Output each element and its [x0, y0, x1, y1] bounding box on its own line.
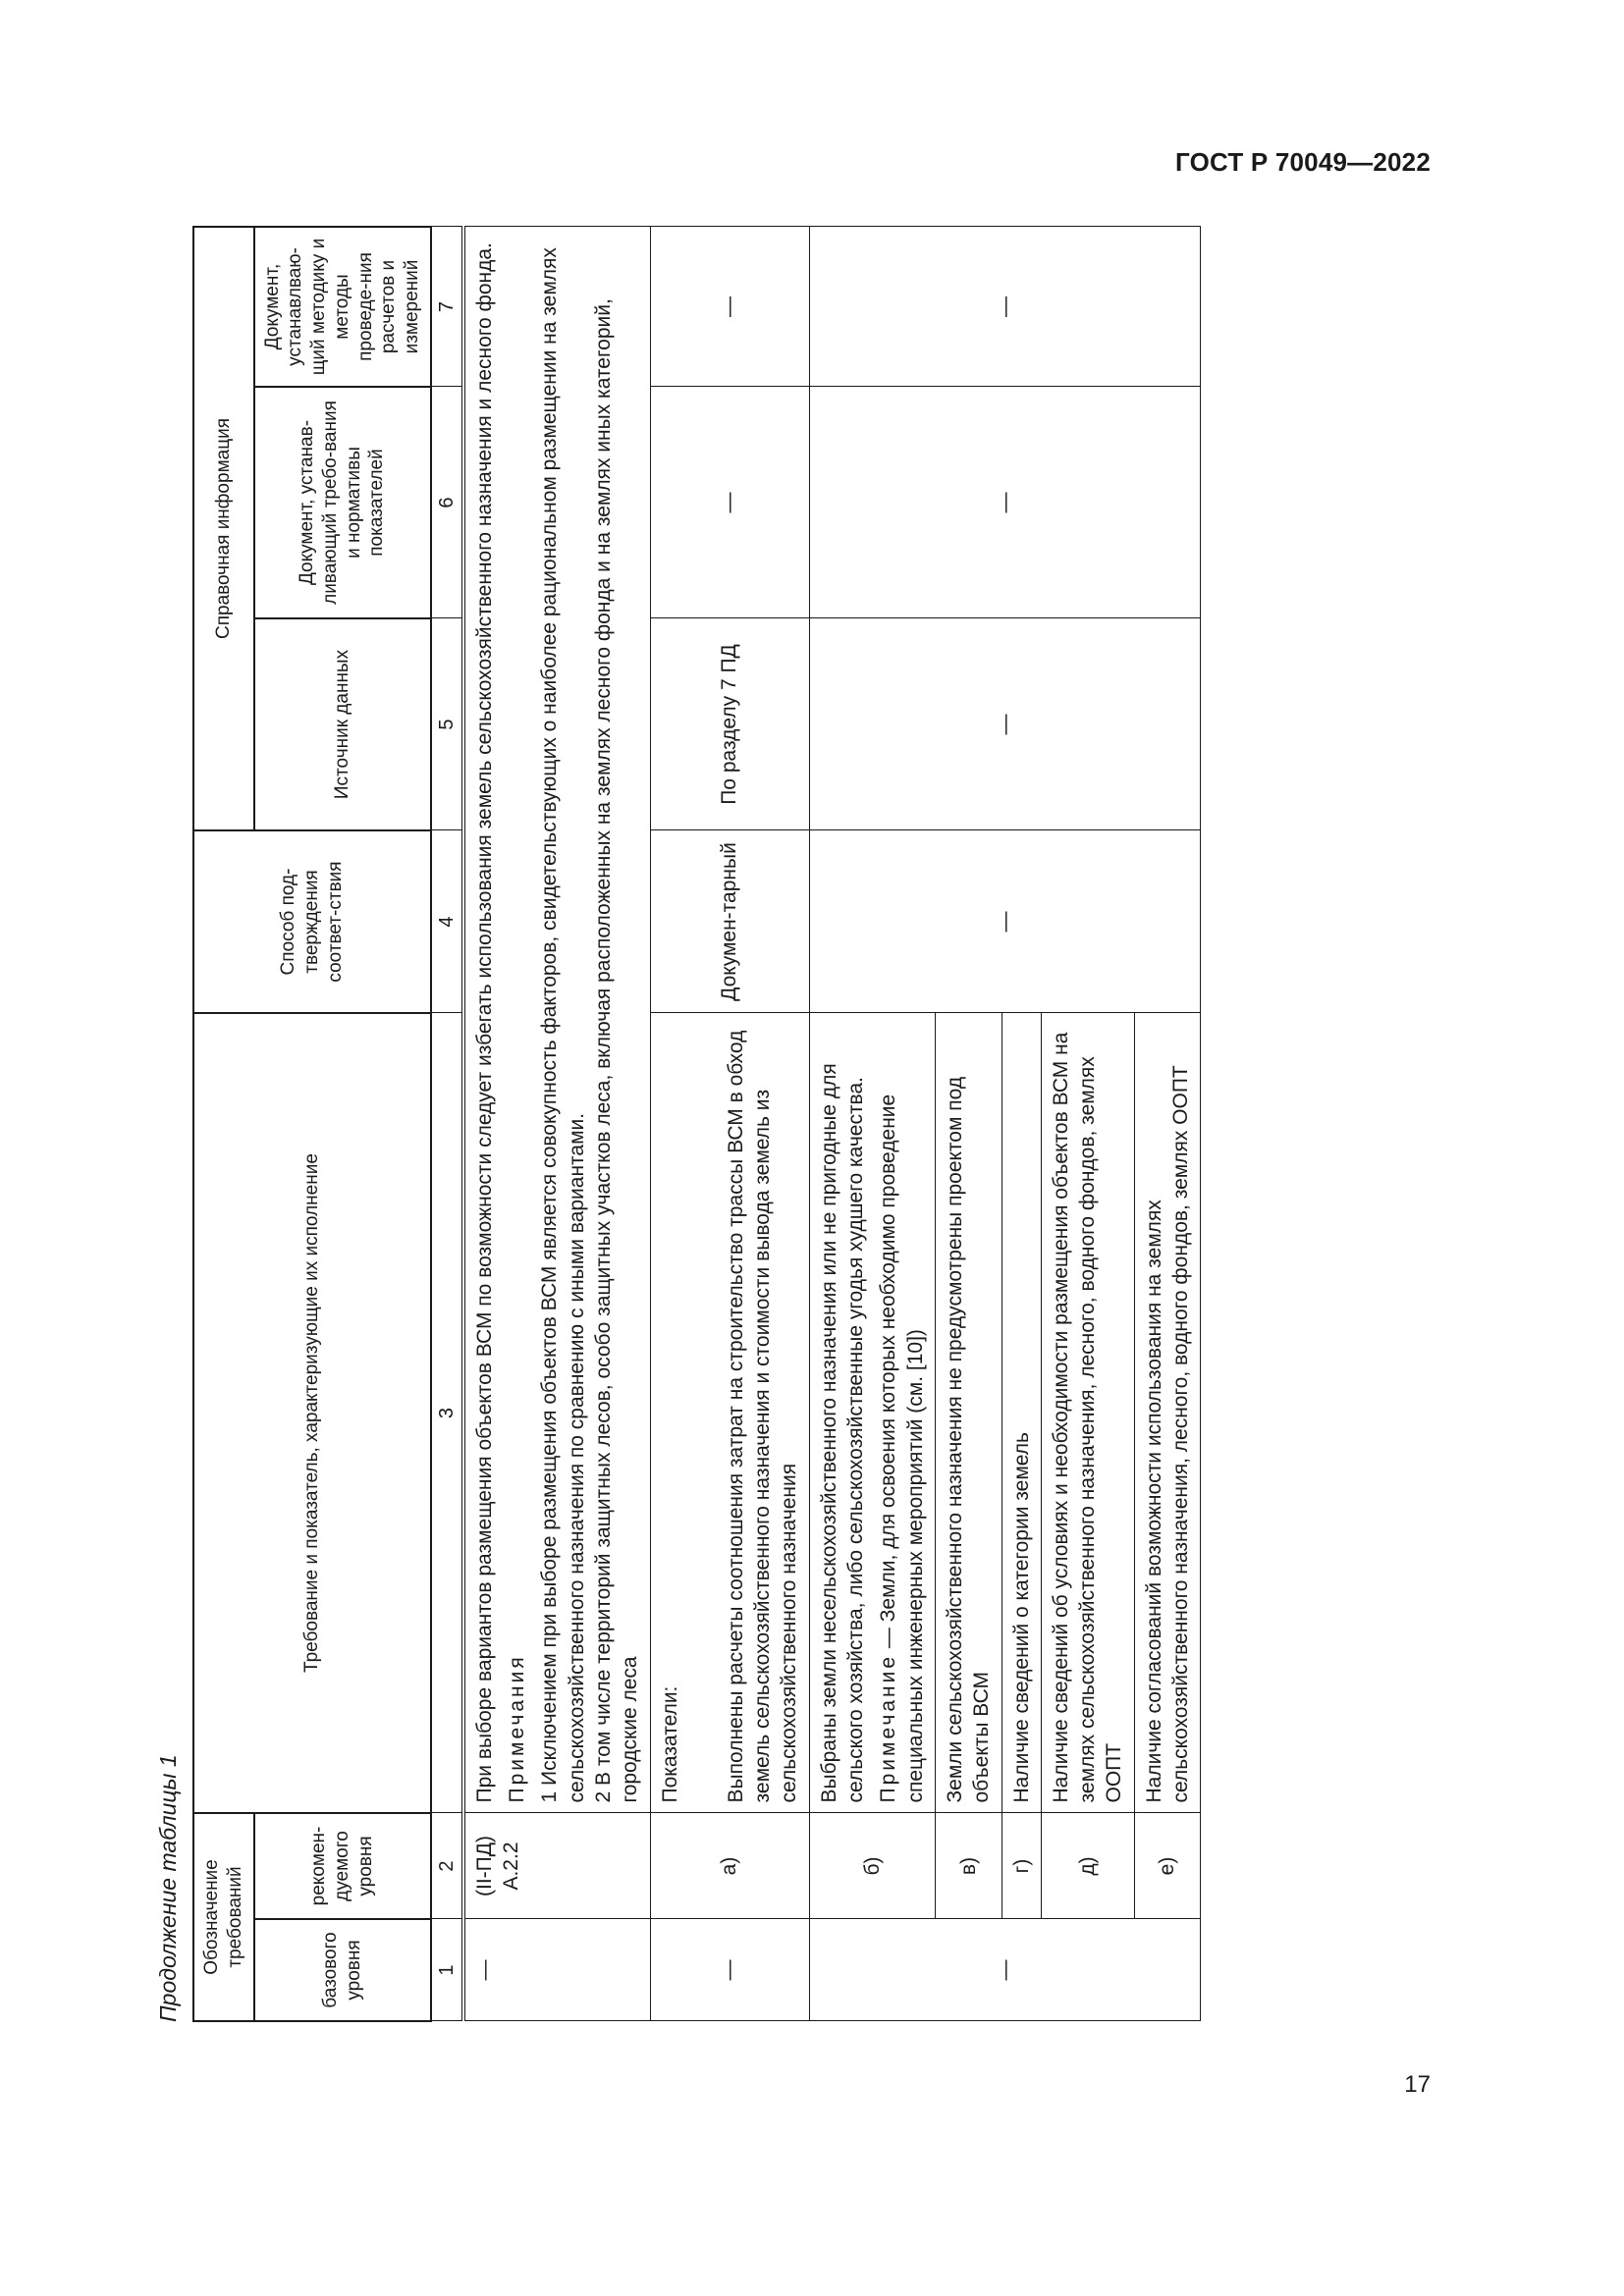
section-text: [463, 227, 650, 1813]
page-number: 17: [1404, 2071, 1431, 2098]
col-number: 6: [431, 387, 463, 618]
section-recommended-code: (II-ПД) А.2.2: [463, 1813, 650, 1919]
section-basic-code: —: [463, 1919, 650, 2021]
indicators-label: Показатели:: [658, 1685, 681, 1803]
row-v-text: Земли сельскохозяйственного назначения не предусмотрены проектом под объекты ВСМ: [935, 1013, 1001, 1813]
note-1: 1 Исключением при выборе размещения объектов ВСМ является совокупность факторов, свидетельствующих о наиболее рациональном размещении на землях сельскохозяйственного назначения по сравнению с иными вариантами.: [538, 247, 588, 1803]
row-b-text: Выбраны земли несельскохозяйственного назначения или не пригодные для сельского хозяйства, либо сельскохозяйственные угодья худшего качества.: [817, 1063, 868, 1803]
row-e-letter: е): [1134, 1813, 1201, 1919]
row-d-text: Наличие сведений об условиях и необходимости размещения объектов ВСМ на землях сельскохозяйственного назначения, лесного, водного фондов, землях ООПТ: [1041, 1013, 1134, 1813]
col-number: 4: [431, 830, 463, 1013]
row-b-letter: б): [809, 1813, 935, 1919]
section-requirement: При выборе вариантов размещения объектов ВСМ по возможности следует избегать использования земель сельскохозяйственного назначения и лесного фонда.: [472, 242, 496, 1803]
row-a-basic: —: [650, 1919, 809, 2021]
row-b: [809, 227, 935, 2021]
row-a-text-cell: [650, 1013, 809, 1813]
group-b-doc-meth: —: [809, 227, 1201, 387]
header-doc-requirements: Документ, устанав-ливающий требо-вания и нормативы показателей: [254, 387, 431, 618]
header-basic-level: базового уровня: [254, 1919, 431, 2021]
col-number: 3: [431, 1013, 463, 1813]
column-number-row: [431, 227, 463, 2021]
header-reference: Справочная информация: [193, 227, 254, 830]
rotated-table-frame: [155, 228, 1427, 2022]
row-b-text-cell: [809, 1013, 935, 1813]
notes-title: Примечания: [506, 1654, 529, 1803]
row-a-doc-req: —: [650, 387, 809, 618]
header-confirmation: Способ под-тверждения соответ-ствия: [193, 830, 431, 1013]
row-b-note-label: Примечание: [877, 1653, 900, 1803]
row-a-letter: а): [650, 1813, 809, 1919]
group-b-source: —: [809, 618, 1201, 830]
header-recommended-level: рекомен-дуемого уровня: [254, 1813, 431, 1919]
table-header-row: [193, 227, 254, 2021]
table-caption: Продолжение таблицы 1: [155, 1754, 181, 2022]
header-requirement: Требование и показатель, характеризующие их исполнение: [193, 1013, 431, 1813]
row-d-letter: д): [1041, 1813, 1134, 1919]
col-number: 2: [431, 1813, 463, 1919]
group-b-doc-req: —: [809, 387, 1201, 618]
row-v-letter: в): [935, 1813, 1001, 1919]
col-number: 1: [431, 1919, 463, 2021]
col-number: 5: [431, 618, 463, 830]
header-doc-methods: Документ, устанавлваю-щий методику и методы проведе-ния расчетов и измерений: [254, 227, 431, 387]
row-a-doc-meth: —: [650, 227, 809, 387]
row-a-confirmation: Докумен-тарный: [650, 830, 809, 1013]
header-source: Источник данных: [254, 618, 431, 830]
standard-number: ГОСТ Р 70049—2022: [1175, 147, 1431, 177]
section-row: [463, 227, 650, 2021]
row-g-text: Наличие сведений о категории земель: [1001, 1013, 1041, 1813]
row-e-text: Наличие согласований возможности использования на землях сельскохозяйственного назначения, лесного, водного фондов, землях ООПТ: [1134, 1013, 1201, 1813]
group-b-basic: —: [809, 1919, 1201, 2021]
col-number: 7: [431, 227, 463, 387]
row-a-source: По разделу 7 ПД: [650, 618, 809, 830]
row-a: [650, 227, 809, 2021]
row-g-letter: г): [1001, 1813, 1041, 1919]
header-designation: Обозначение требований: [193, 1813, 254, 2021]
note-2: 2 В том числе территорий защитных лесов, особо защитных участков леса, включая расположенных на землях лесного фонда и на землях иных категорий, городские леса: [591, 298, 642, 1803]
row-b-note-text: — Земли, для освоения которых необходимо проведение специальных инженерных мероприятий (см. [10]): [877, 1094, 927, 1803]
row-b-note: [875, 1024, 929, 1803]
group-b-confirmation: —: [809, 830, 1201, 1013]
requirements-table: [192, 226, 1201, 2022]
row-a-text: Выполнены расчеты соотношения затрат на строительство трассы ВСМ в обход земель сельскохозяйственного назначения и стоимости вывода земель из сельскохозяйственного назначения: [724, 1030, 801, 1803]
